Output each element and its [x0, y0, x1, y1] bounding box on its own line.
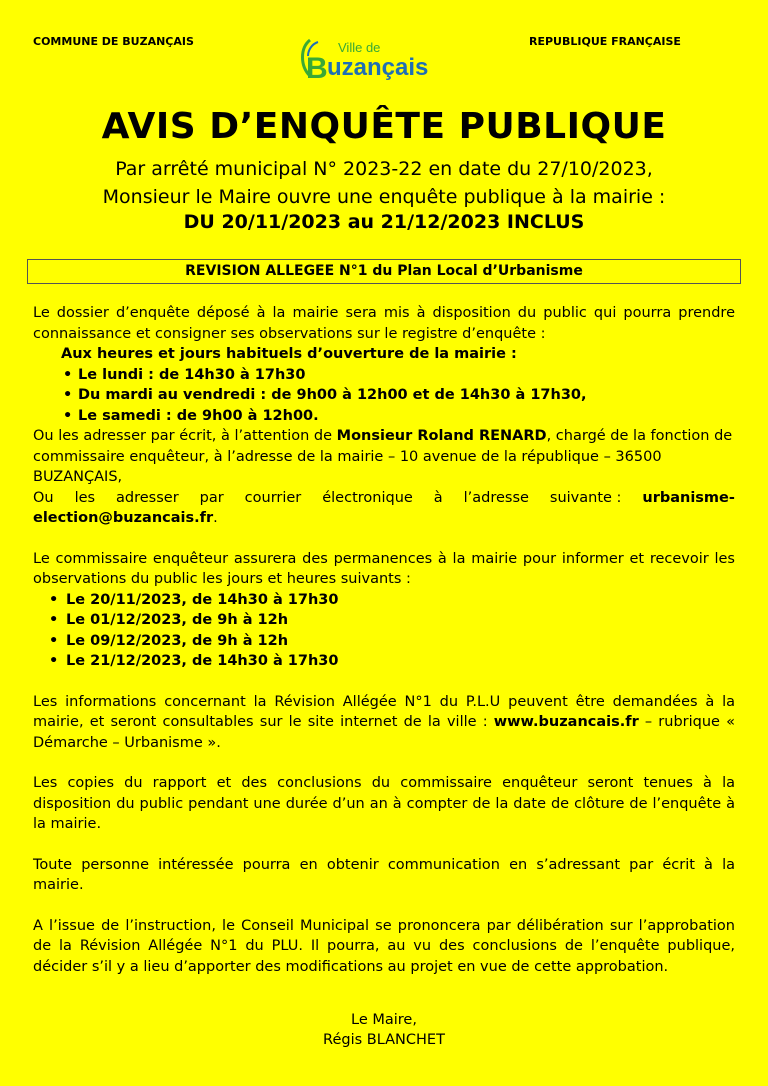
list-item: • Le 09/12/2023, de 9h à 12h [33, 631, 735, 652]
subtitle-dates: DU 20/11/2023 au 21/12/2023 INCLUS [183, 211, 585, 233]
email-end: . [213, 510, 218, 526]
signature-role: Le Maire, [351, 1012, 417, 1028]
permanences-list [33, 590, 735, 672]
email-word: à [433, 489, 443, 506]
email-address-part-1[interactable]: urbanisme- [642, 489, 735, 506]
info-prefix: Les informations concernant la Révision Allégée N°1 du P.L.U peuvent être demandées à la mairie, et seront consultables sur le site internet de la ville : [33, 693, 735, 730]
email-word: courrier [244, 489, 302, 506]
email-word: les [74, 489, 96, 506]
page-title: AVIS D’ENQUÊTE PUBLIQUE [101, 106, 667, 147]
permanences-intro: Le commissaire enquêteur assurera des permanences à la mairie pour informer et recevoir les observations du public les jours et heures suivants : [33, 550, 735, 587]
hours-heading: Aux heures et jours habituels d’ouverture de la mairie : [61, 346, 517, 362]
write-suffix: , chargé de la fonction de commissaire enquêteur, à l’adresse de la mairie – 10 avenue de la république – 36500 BUZANÇAIS, [33, 428, 733, 485]
email-word: adresser [116, 489, 179, 506]
copies-paragraph: Les copies du rapport et des conclusions du commissaire enquêteur seront tenues à la disposition du public pendant une durée d’un an à compter de la date de clôture de l’enquête à la mairie. [33, 775, 735, 832]
hours-list [33, 365, 735, 427]
subtitle-line-1: Par arrêté municipal N° 2023-22 en date du 27/10/2023, [115, 158, 653, 180]
list-item: • Le lundi : de 14h30 à 17h30 [33, 365, 735, 386]
signature-name: Régis BLANCHET [323, 1032, 445, 1048]
signature-block [0, 1010, 768, 1050]
write-prefix: Ou les adresser par écrit, à l’attention de [33, 428, 337, 444]
commissioner-name: Monsieur Roland RENARD [336, 428, 547, 444]
write-paragraph [33, 426, 735, 488]
buzancais-logo [296, 36, 446, 84]
email-word: par [199, 489, 224, 506]
republique-header: REPUBLIQUE FRANÇAISE [529, 35, 681, 48]
email-address-part-2[interactable]: election@buzancais.fr [33, 510, 214, 526]
logo-name: uzançais [327, 54, 429, 81]
list-item: • Le 21/12/2023, de 14h30 à 17h30 [33, 651, 735, 672]
email-word: Ou [33, 489, 54, 506]
email-word: l’adresse [463, 489, 529, 506]
intro-paragraph: Le dossier d’enquête déposé à la mairie sera mis à disposition du public qui pourra prendre connaissance et consigner ses observations sur le registre d’enquête : [33, 305, 735, 342]
conclusion-paragraph: A l’issue de l’instruction, le Conseil Municipal se prononcera par délibération sur l’approbation de la Révision Allégée N°1 du PLU. Il pourra, au vu des conclusions de l’enquête publique, décider s’il y a lieu d’apporter des modifications au projet en vue de cette approbation. [33, 917, 735, 975]
commune-header: COMMUNE DE BUZANÇAIS [33, 35, 194, 48]
email-line-2 [33, 508, 735, 529]
email-word: électronique [322, 489, 413, 506]
list-item: • Le 01/12/2023, de 9h à 12h [33, 610, 735, 631]
logo-ville-de: Ville de [338, 40, 381, 55]
info-paragraph [33, 692, 735, 754]
info-suffix: – rubrique « Démarche – Urbanisme ». [33, 714, 736, 751]
email-word: suivante : [549, 489, 622, 506]
list-item: • Du mardi au vendredi : de 9h00 à 12h00 et de 14h30 à 17h30, [33, 385, 735, 406]
email-line [33, 488, 735, 509]
subtitle-line-2: Monsieur le Maire ouvre une enquête publique à la mairie : [102, 186, 666, 208]
communication-paragraph: Toute personne intéressée pourra en obtenir communication en s’adressant par écrit à la mairie. [33, 856, 735, 893]
revision-title-box: REVISION ALLEGEE N°1 du Plan Local d’Urbanisme [27, 259, 741, 284]
notice-body [33, 303, 735, 977]
list-item: • Le 20/11/2023, de 14h30 à 17h30 [33, 590, 735, 611]
website-link[interactable]: www.buzancais.fr [493, 714, 639, 730]
logo-b: B [306, 52, 328, 84]
list-item: • Le samedi : de 9h00 à 12h00. [33, 406, 735, 427]
